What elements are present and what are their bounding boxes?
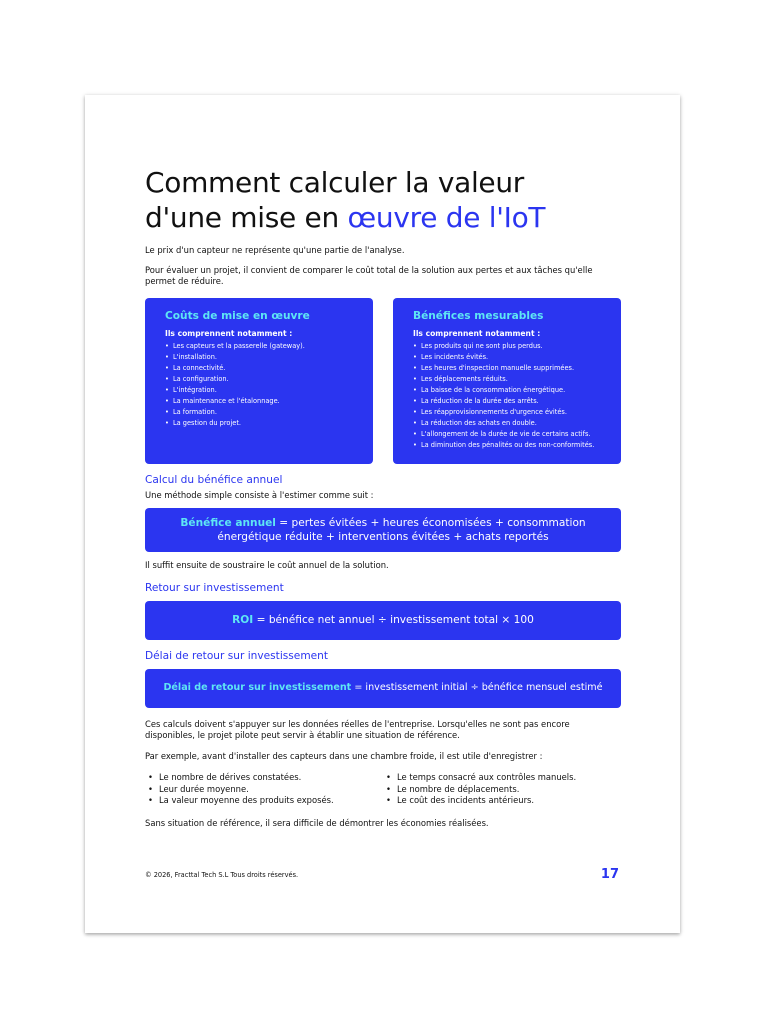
annual-formula-key: Bénéfice annuel (180, 517, 276, 529)
list-item: • La réduction des achats en double. (413, 418, 621, 429)
list-item: • La connectivité. (165, 363, 373, 374)
payback-formula (145, 669, 621, 708)
page-footer (145, 867, 619, 882)
closing-paragraph-2: Par exemple, avant d'installer des capteurs dans une chambre froide, il est utile d'enregistrer : (145, 750, 543, 761)
list-item: • Le coût des incidents antérieurs. (383, 795, 621, 807)
intro-paragraph-1: Le prix d'un capteur ne représente qu'une partie de l'analyse. (145, 245, 405, 255)
roi-formula-rest: = bénéfice net annuel ÷ investissement total × 100 (253, 614, 534, 626)
list-item: • Le nombre de dérives constatées. (145, 772, 383, 784)
list-item: • La baisse de la consommation énergétique. (413, 385, 621, 396)
closing-paragraph-3: Sans situation de référence, il sera difficile de démontrer les économies réalisées. (145, 817, 489, 828)
roi-formula (145, 601, 621, 640)
list-item: • Les heures d'inspection manuelle supprimées. (413, 363, 621, 374)
benefits-box-intro: Ils comprennent notamment : (413, 328, 541, 338)
list-item: • Les déplacements réduits. (413, 374, 621, 385)
benefits-list (413, 341, 621, 451)
annual-benefit-heading: Calcul du bénéfice annuel (145, 473, 283, 486)
baseline-lists (145, 772, 621, 807)
list-item: • La formation. (165, 407, 373, 418)
payback-formula-rest: = investissement initial ÷ bénéfice mensuel estimé (351, 682, 603, 693)
costs-box-intro: Ils comprennent notamment : (165, 328, 293, 338)
list-item: • La valeur moyenne des produits exposés. (145, 795, 383, 807)
intro-paragraph-2: Pour évaluer un projet, il convient de comparer le coût total de la solution aux pertes et aux tâches qu'elle permet de réduire. (145, 264, 593, 286)
annual-benefit-after: Il suffit ensuite de soustraire le coût annuel de la solution. (145, 560, 389, 570)
list-item: • Le temps consacré aux contrôles manuels. (383, 772, 621, 784)
payback-formula-key: Délai de retour sur investissement (163, 682, 352, 693)
title-line-2-accent: œuvre de l'IoT (347, 201, 546, 234)
page-number: 17 (600, 867, 619, 882)
list-item: • La gestion du projet. (165, 418, 373, 429)
list-item: • L'allongement de la durée de vie de certains actifs. (413, 429, 621, 440)
annual-benefit-formula (145, 508, 621, 552)
annual-formula-line-2: énergétique réduite + interventions évitées + achats reportés (217, 531, 549, 543)
closing-paragraph-1: Ces calculs doivent s'appuyer sur les données réelles de l'entreprise. Lorsqu'elles ne sont pas encore disponibles, le projet pilote peut servir à établir une situation de référence. (145, 718, 570, 740)
list-item: • Le nombre de déplacements. (383, 784, 621, 796)
costs-box-title: Coûts de mise en œuvre (165, 309, 310, 322)
cost-benefit-boxes (145, 298, 621, 464)
annual-formula-line-1: = pertes évitées + heures économisées + consommation (275, 517, 586, 529)
costs-box (145, 298, 373, 464)
list-item: • Leur durée moyenne. (145, 784, 383, 796)
list-item: • Les capteurs et la passerelle (gateway). (165, 341, 373, 352)
page-title (145, 165, 621, 235)
page-content (145, 165, 621, 829)
annual-benefit-text: Une méthode simple consiste à l'estimer comme suit : (145, 489, 374, 500)
title-line-2-prefix: d'une mise en (145, 201, 348, 234)
copyright-notice: © 2026, Fracttal Tech S.L Tous droits réservés. (145, 870, 299, 879)
list-item: • La réduction de la durée des arrêts. (413, 396, 621, 407)
costs-list (165, 341, 373, 429)
baseline-list-left (145, 772, 383, 807)
benefits-box (393, 298, 621, 464)
list-item: • La configuration. (165, 374, 373, 385)
benefits-box-title: Bénéfices mesurables (413, 309, 544, 322)
roi-formula-key: ROI (232, 614, 254, 626)
list-item: • L'intégration. (165, 385, 373, 396)
title-line-1: Comment calculer la valeur (145, 166, 525, 199)
document-page (85, 95, 680, 933)
baseline-list-right (383, 772, 621, 807)
list-item: • La diminution des pénalités ou des non-conformités. (413, 440, 621, 451)
list-item: • Les incidents évités. (413, 352, 621, 363)
roi-heading: Retour sur investissement (145, 581, 284, 594)
list-item: • Les réapprovisionnements d'urgence évités. (413, 407, 621, 418)
list-item: • La maintenance et l'étalonnage. (165, 396, 373, 407)
list-item: • L'installation. (165, 352, 373, 363)
payback-heading: Délai de retour sur investissement (145, 649, 329, 662)
list-item: • Les produits qui ne sont plus perdus. (413, 341, 621, 352)
